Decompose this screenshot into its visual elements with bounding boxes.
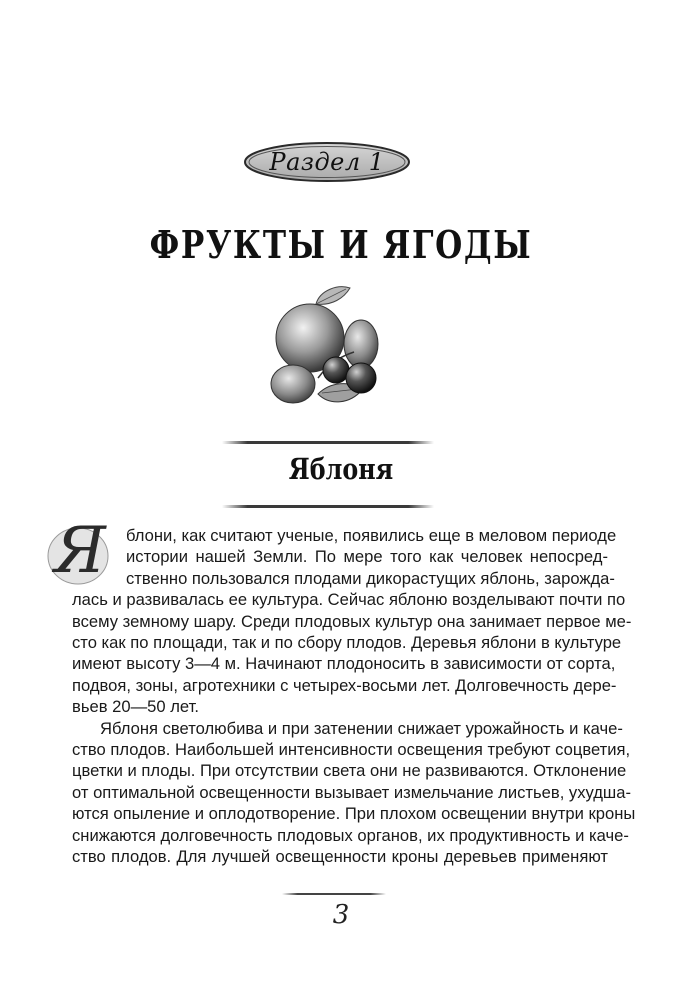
text-line: цветки и плоды. При отсутствии света они не развиваются. Отклонение [72,761,627,781]
text-line: сто как по площади, так и по сбору плодов. Деревья яблони в культуре [72,633,622,653]
text-line: от оптимальной освещенности вызывает измельчание листьев, ухудша- [72,782,632,802]
text-line: ются опыление и оплодотворение. При плохом освещении внутри кроны [72,804,636,824]
paragraph-2 [72,718,636,868]
footer-rule [282,893,386,895]
text-line: истории нашей Земли. По мере того как человек непосред- [126,547,608,567]
text-line: имеют высоту 3—4 м. Начинают плодоносить в зависимости от сорта, [72,654,616,674]
title-rule-bottom [222,505,434,508]
chapter-title: ФРУКТЫ И ЯГОДЫ [149,222,533,267]
title-rule-top [222,441,434,444]
text-line: блони, как считают ученые, появились еще в меловом периоде [126,526,617,545]
text-line: ство плодов. Наибольшей интенсивности освещения требуют соцветия, [72,740,631,760]
dropcap-letter: Я [54,514,106,588]
text-line: подвоя, зоны, агротехники с четырех-восьми лет. Долговечность дере- [72,675,617,695]
fruit-berries-illustration [258,282,394,412]
section-label: Раздел 1 [269,148,385,176]
text-line: ство плодов. Для лучшей освещенности кроны деревьев применяют [72,847,608,867]
text-line: ственно пользовался плодами дикорастущих яблонь, зарожда- [126,568,615,588]
article-body [72,525,636,868]
text-line: снижаются долговечность плодовых органов, их продуктивность и каче- [72,825,629,845]
text-line: лась и развивалась ее культура. Сейчас яблоню возделывают почти по [72,590,626,610]
text-line: всему земному шару. Среди плодовых культур она занимает первое ме- [72,611,632,631]
text-line: вьев 20—50 лет. [72,697,199,717]
paragraph-1 [72,525,632,718]
page-number: 3 [332,900,350,930]
section-badge [242,140,412,184]
text-line: Яблоня светолюбива и при затенении снижает урожайность и каче- [100,718,623,738]
article-title: Яблоня [288,452,394,486]
